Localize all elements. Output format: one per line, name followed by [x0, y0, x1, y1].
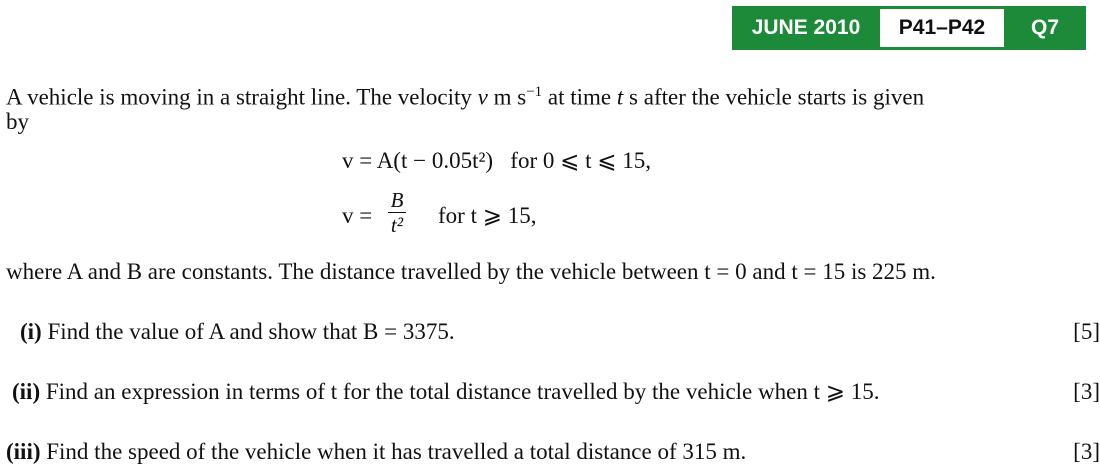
part-label: (iii): [6, 439, 41, 464]
question-part-iii: [6, 438, 1100, 466]
intro-units: m s: [487, 84, 527, 110]
part-text: Find an expression in terms of t for the total distance travelled by the vehicle when t ⩾ 15.: [45, 379, 880, 404]
constants-statement: where A and B are constants. The distance travelled by the vehicle between t = 0 and t = 15 is 225 m.: [6, 259, 936, 284]
equation-2-lhs: v =: [342, 203, 373, 228]
question-intro-line-2: by: [6, 109, 29, 134]
part-label: (i): [20, 319, 42, 344]
fraction-denominator: t²: [390, 213, 404, 237]
question-part-ii: [12, 378, 1100, 406]
velocity-equation-1: [342, 147, 651, 175]
equation-2-condition: for t ⩾ 15,: [438, 203, 537, 228]
equation-2-fraction: [386, 188, 408, 237]
part-text: Find the value of A and show that B = 3375.: [47, 319, 455, 344]
intro-time-symbol: t: [616, 84, 624, 110]
equation-1-expression: v = A(t − 0.05t²): [342, 148, 494, 173]
equation-1-condition: for 0 ⩽ t ⩽ 15,: [510, 148, 652, 173]
question-header-tag: [732, 6, 1086, 50]
part-marks: [3]: [1073, 379, 1100, 404]
fraction-numerator: B: [390, 188, 404, 212]
question-intro-line-1: [6, 78, 924, 112]
exam-session-label: JUNE 2010: [751, 16, 861, 39]
intro-text-c: s after the vehicle starts is given: [623, 84, 925, 110]
paper-code-label: P41–P42: [880, 9, 1004, 47]
part-marks: [5]: [1073, 319, 1100, 344]
question-part-i: [20, 318, 1100, 346]
intro-units-exponent: −1: [526, 84, 543, 100]
part-label: (ii): [12, 379, 41, 404]
intro-velocity-symbol: v: [477, 84, 488, 110]
question-number-label: Q7: [1030, 16, 1059, 39]
intro-text-a: A vehicle is moving in a straight line. The velocity: [6, 84, 478, 110]
part-marks: [3]: [1073, 439, 1100, 464]
intro-text-b: at time: [542, 84, 617, 110]
part-text: Find the speed of the vehicle when it has travelled a total distance of 315 m.: [46, 439, 747, 464]
